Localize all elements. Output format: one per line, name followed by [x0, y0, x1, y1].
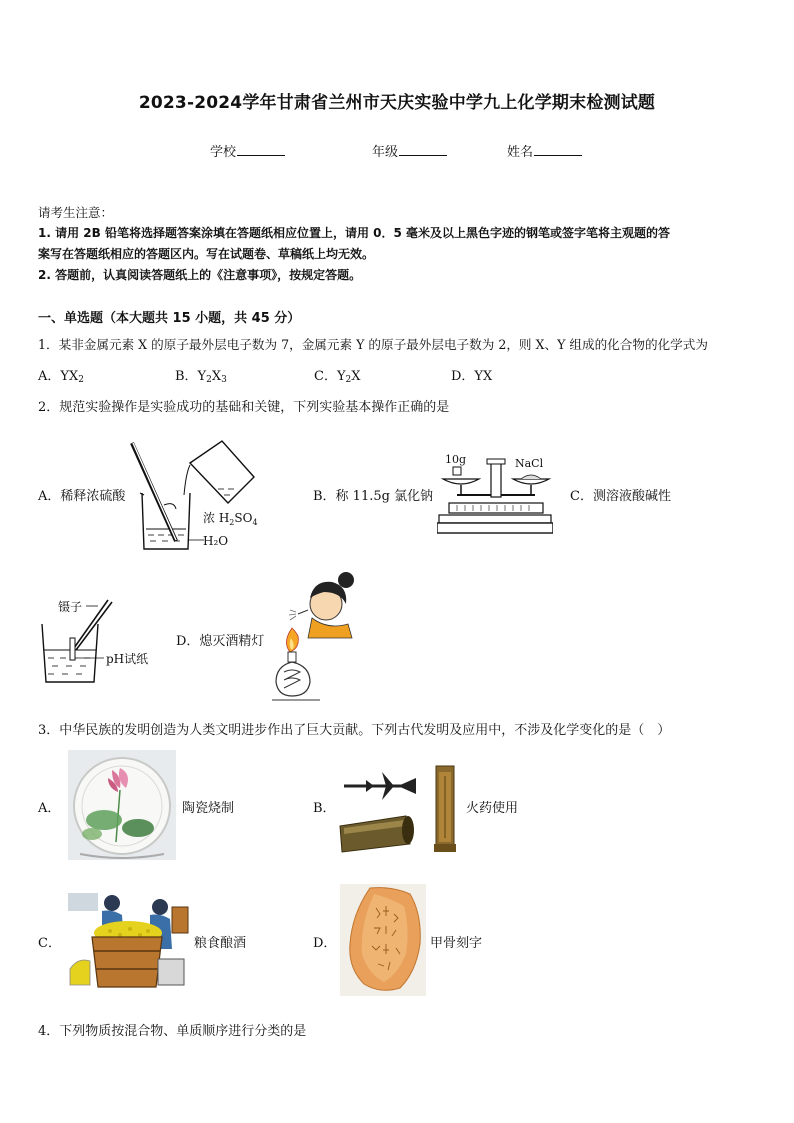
grade-field[interactable]: 年级	[372, 141, 447, 160]
svg-text:浓 H2SO4: 浓 $H_2SO_4$	[203, 511, 258, 527]
ph-paper-icon	[70, 638, 75, 660]
svg-text:10g: 10g	[445, 453, 467, 466]
q2-option-c[interactable]: C．测溶液酸碱性	[570, 489, 671, 504]
barrel-icon	[92, 937, 162, 987]
page-title: 2023-2024学年甘肃省兰州市天庆实验中学九上化学期末检测试题	[138, 93, 656, 113]
svg-text:镊子: 镊子	[58, 600, 83, 614]
q3-option-d[interactable]: 甲骨刻字	[430, 936, 483, 951]
q3-option-c[interactable]: 粮食酿酒	[194, 936, 247, 951]
q3-option-d-letter[interactable]: D．	[313, 936, 337, 951]
q1-option-a[interactable]: A．$YX_2$	[38, 369, 84, 385]
section-heading: 一、单选题（本大题共 15 小题，共 45 分）	[38, 311, 301, 326]
oracle-bone-image	[340, 884, 426, 996]
q3-option-c-letter[interactable]: C．	[38, 936, 61, 951]
q3-option-b[interactable]: 火药使用	[466, 801, 519, 816]
alcohol-lamp-illustration	[268, 568, 360, 706]
q4-stem: 4．下列物质按混合物、单质顺序进行分类的是	[38, 1024, 307, 1039]
balance-scale-illustration	[437, 449, 553, 537]
q1-option-b[interactable]: B．$Y_2X_3$	[175, 369, 227, 385]
q2-option-b[interactable]: B．称 11.5g 氯化钠	[313, 489, 434, 504]
q2-stem: 2．规范实验操作是实验成功的基础和关键，下列实验基本操作正确的是	[38, 400, 450, 415]
notice-item-1: 1. 请用 2B 铅笔将选择题答案涂填在答题纸相应位置上，请用 0．5 毫米及以上黑色字迹的钢笔或签字笔将主观题的答	[38, 226, 670, 240]
svg-text:NaCl: NaCl	[515, 457, 544, 470]
weight-icon	[453, 467, 461, 475]
q3-option-a-letter[interactable]: A．	[38, 801, 61, 816]
bucket-icon	[172, 907, 188, 933]
q3-option-b-letter[interactable]: B．	[313, 801, 336, 816]
q1-options	[38, 365, 738, 385]
brewing-image	[68, 889, 190, 995]
q3-option-a[interactable]: 陶瓷烧制	[182, 801, 235, 816]
notice-item-2: 2. 答题前，认真阅读答题纸上的《注意事项》，按规定答题。	[38, 268, 362, 282]
dilute-acid-illustration	[128, 437, 268, 555]
school-field[interactable]: 学校	[210, 141, 285, 160]
lamp-icon	[276, 662, 310, 696]
porcelain-plate-image	[68, 750, 176, 860]
q3-stem: 3．中华民族的发明创造为人类文明进步作出了巨大贡献。下列古代发明及应用中，不涉及化学变化的是（ ）	[38, 723, 671, 738]
q1-stem: 1．某非金属元素 X 的原子最外层电子数为 7，金属元素 Y 的原子最外层电子数为 2，则 X、Y 组成的化合物的化学式为	[38, 337, 708, 352]
gunpowder-weapons-image	[336, 762, 462, 858]
name-field[interactable]: 姓名	[507, 141, 582, 160]
q2-option-a[interactable]: A．稀释浓硫酸	[38, 489, 126, 504]
student-info-fields	[0, 141, 794, 161]
svg-text:H₂O: H₂O	[203, 534, 229, 548]
notice-heading: 请考生注意：	[38, 205, 114, 220]
q2-option-d[interactable]: D．熄灭酒精灯	[176, 634, 265, 649]
q1-option-c[interactable]: C．$Y_2X$	[314, 369, 361, 385]
q1-option-d[interactable]: D．YX	[451, 369, 493, 384]
svg-text:pH试纸: pH试纸	[106, 652, 149, 666]
ph-test-illustration	[38, 596, 158, 686]
pouring-beaker-icon	[190, 441, 254, 503]
notice-item-1-cont: 案写在答题纸相应的答题区内。写在试题卷、草稿纸上均无效。	[38, 247, 375, 261]
